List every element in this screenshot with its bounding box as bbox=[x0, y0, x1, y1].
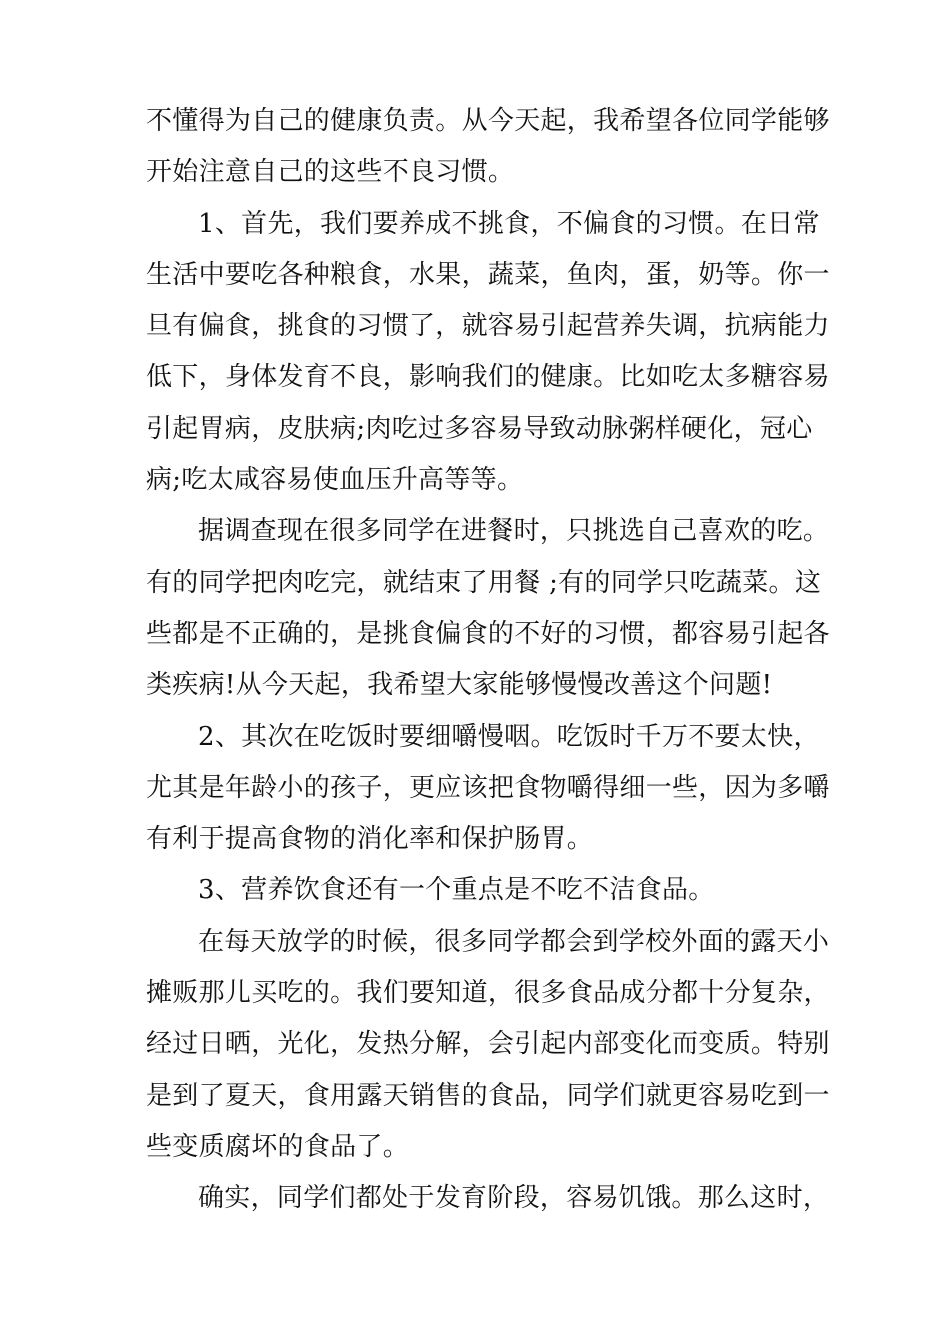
text-line: 经过日晒，光化，发热分解，会引起内部变化而变质。特别 bbox=[146, 1029, 830, 1060]
text-line: 类疾病!从今天起，我希望大家能够慢慢改善这个问题! bbox=[146, 670, 773, 701]
text-line: 低下，身体发育不良，影响我们的健康。比如吃太多糖容易 bbox=[146, 362, 830, 393]
text-line: 摊贩那儿买吃的。我们要知道，很多食品成分都十分复杂， bbox=[146, 978, 830, 1009]
text-line: 不懂得为自己的健康负责。从今天起，我希望各位同学能够 bbox=[146, 106, 830, 136]
text-line: 开始注意自己的这些不良习惯。 bbox=[146, 157, 515, 188]
text-line: 确实，同学们都处于发育阶段，容易饥饿。那么这时， bbox=[198, 1183, 830, 1214]
text-line: 生活中要吃各种粮食，水果，蔬菜，鱼肉，蛋，奶等。你一 bbox=[146, 259, 830, 290]
document-body bbox=[146, 96, 830, 1225]
text-line: 些都是不正确的，是挑食偏食的不好的习惯，都容易引起各 bbox=[146, 618, 830, 649]
text-line: 在每天放学的时候，很多同学都会到学校外面的露天小 bbox=[198, 926, 830, 957]
text-line: 1、首先，我们要养成不挑食，不偏食的习惯。在日常 bbox=[198, 208, 820, 239]
text-line: 病;吃太咸容易使血压升高等等。 bbox=[146, 465, 524, 496]
text-line: 尤其是年龄小的孩子，更应该把食物嚼得细一些，因为多嚼 bbox=[146, 772, 830, 803]
text-line: 旦有偏食，挑食的习惯了，就容易引起营养失调，抗病能力 bbox=[146, 311, 830, 342]
text-line: 是到了夏天，食用露天销售的食品，同学们就更容易吃到一 bbox=[146, 1080, 830, 1111]
text-line: 据调查现在很多同学在进餐时，只挑选自己喜欢的吃。 bbox=[198, 516, 830, 547]
text-line: 些变质腐坏的食品了。 bbox=[146, 1131, 410, 1162]
text-line: 3、营养饮食还有一个重点是不吃不洁食品。 bbox=[198, 875, 715, 906]
text-line: 引起胃病，皮肤病;肉吃过多容易导致动脉粥样硬化，冠心 bbox=[146, 413, 813, 444]
text-line: 有的同学把肉吃完，就结束了用餐 ;有的同学只吃蔬菜。这 bbox=[146, 567, 822, 598]
text-line: 有利于提高食物的消化率和保护肠胃。 bbox=[146, 824, 594, 855]
text-line: 2、其次在吃饭时要细嚼慢咽。吃饭时千万不要太快， bbox=[198, 721, 820, 752]
